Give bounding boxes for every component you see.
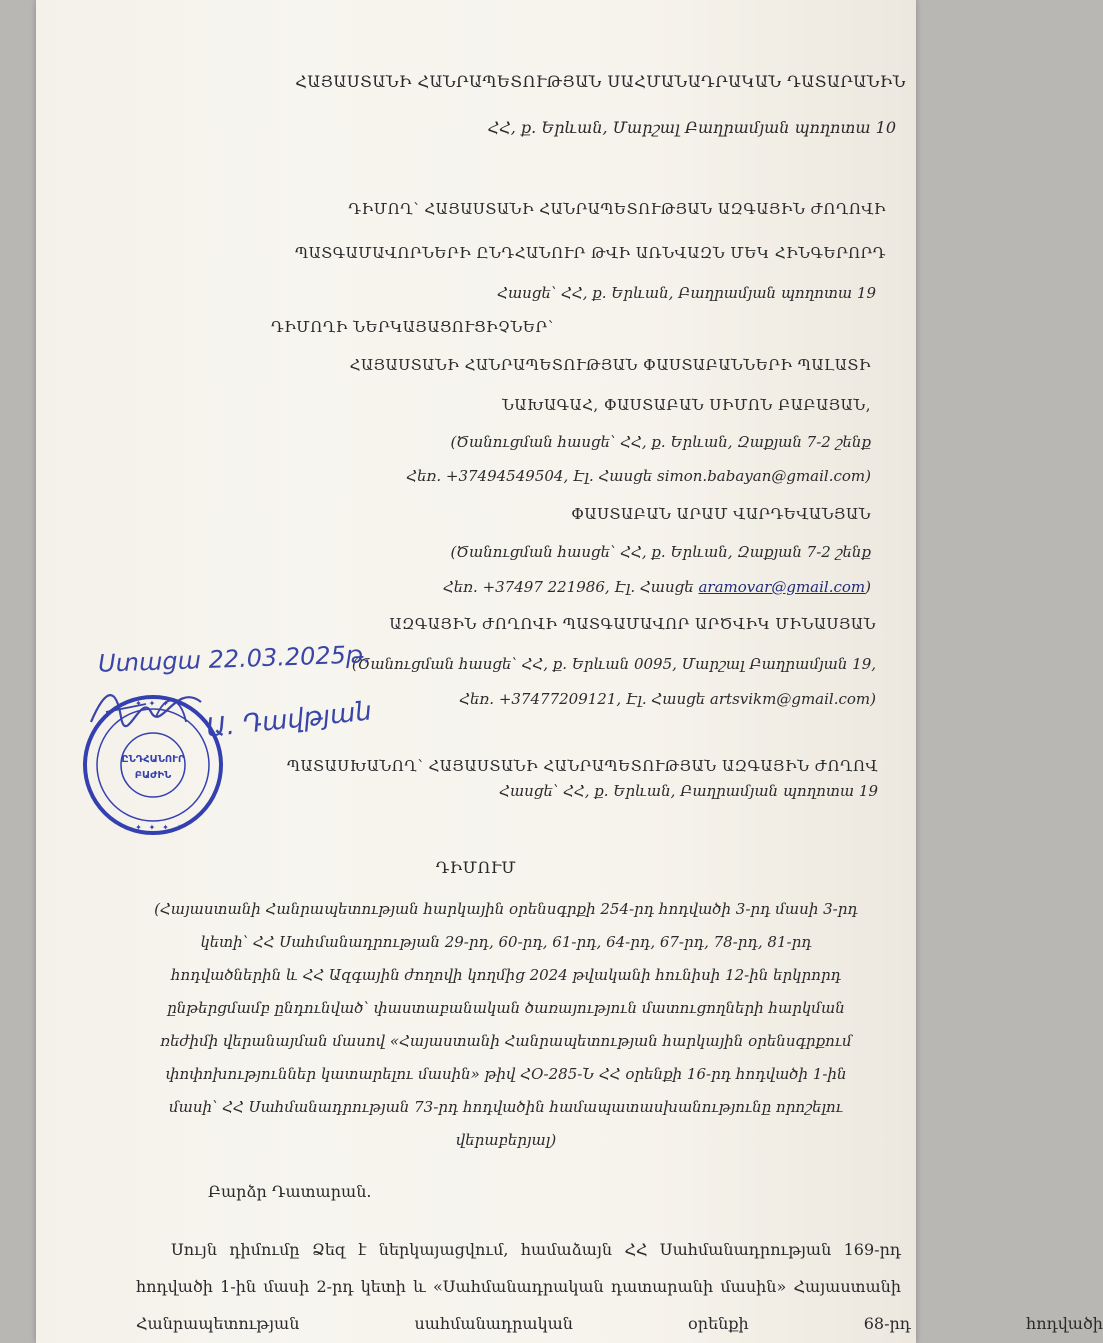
stamp-text-2: ԲԱԺԻՆ: [134, 770, 172, 781]
salutation: Բարձր Դատարան.: [208, 1182, 372, 1201]
handwritten-signature: Ա. Դավթյան: [204, 696, 374, 744]
applicant-address: Հասցե՝ ՀՀ, ք. Երևան, Բաղրամյան պողոտա 19: [497, 284, 876, 302]
subtitle-line: մասի՝ ՀՀ Սահմանադրության 73-րդ հոդվածին համապատասխանությունը որոշելու: [168, 1098, 844, 1116]
subtitle-line: ռեժիմի վերանայման մասով «Հայաստանի Հանրապետության հարկային օրենսգրքում: [160, 1032, 852, 1050]
rep2-name: ՓԱՍՏԱԲԱՆ ԱՐԱՄ ՎԱՐԴԵՎԱՆՅԱՆ: [571, 505, 871, 523]
rep2-email-link[interactable]: aramovar@gmail.com: [698, 578, 866, 596]
subtitle-line: հոդվածներին և ՀՀ Ազգային ժողովի կողմից 2024 թվականի հունիսի 12-ին երկրորդ: [170, 966, 842, 984]
respondent-address: Հասցե՝ ՀՀ, ք. Երևան, Բաղրամյան պողոտա 19: [499, 782, 878, 800]
court-address: ՀՀ, ք. Երևան, Մարշալ Բաղրամյան պողոտա 10: [487, 118, 896, 137]
subtitle-line: ընթերցմամբ ընդունված՝ փաստաբանական ծառայություն մատուցողների հարկման: [167, 999, 845, 1017]
subtitle-line: (Հայաստանի Հանրապետության հարկային օրենսգրքի 254-րդ հոդվածի 3-րդ մասի 3-րդ: [154, 900, 858, 918]
rep2-address: (Ծանուցման հասցե՝ ՀՀ, ք. Երևան, Զաքյան 7-2 շենք: [450, 543, 871, 561]
subtitle-line: փոփոխություններ կատարելու մասին» թիվ ՀՕ-285-Ն ՀՀ օրենքի 16-րդ հոդվածի 1-ին: [165, 1065, 847, 1083]
svg-text:✦ ✦ ✦ ✦ ✦: ✦ ✦ ✦ ✦ ✦: [121, 823, 185, 832]
document-page: [36, 0, 1103, 1343]
svg-text:✦ ✦ ✦ ✦ ✦: ✦ ✦ ✦ ✦ ✦: [121, 699, 185, 708]
rep3-contact: Հեռ. +37477209121, Էլ. Հասցե artsvikm@gmail.com): [459, 690, 876, 708]
rep1-name: ՆԱԽԱԳԱՀ, ՓԱՍՏԱԲԱՆ ՍԻՄՈՆ ԲԱԲԱՅԱՆ,: [501, 396, 871, 414]
rep2-contact-close: ): [865, 578, 871, 596]
official-stamp: [78, 690, 228, 840]
rep3-address: (Ծանուցման հասցե՝ ՀՀ, ք. Երևան 0095, Մարշալ Բաղրամյան 19,: [351, 655, 876, 673]
respondent: ՊԱՏԱՍԽԱՆՈՂ՝ ՀԱՅԱՍՏԱՆԻ ՀԱՆՐԱՊԵՏՈՒԹՅԱՆ ԱԶԳԱՅԻՆ ԺՈՂՈՎ: [286, 757, 878, 775]
stamp-text-1: ԸՆԴՀԱՆՈՒՐ: [121, 754, 185, 765]
applicant-line-2: ՊԱՏԳԱՄԱՎՈՐՆԵՐԻ ԸՆԴՀԱՆՈՒՐ ԹՎԻ ԱՌՆՎԱԶՆ ՄԵԿ ՀԻՆԳԵՐՈՐԴ: [294, 244, 886, 262]
paragraph-line: Հանրապետության սահմանադրական օրենքի 68-րդ հոդվածի: [136, 1314, 1103, 1333]
document-title: ԴԻՄՈՒՄ: [435, 858, 517, 877]
rep2-contact-text: Հեռ. +37497 221986, Էլ. Հասցե: [442, 578, 699, 596]
rep1-contact: Հեռ. +37494549504, Էլ. Հասցե simon.babayan@gmail.com): [406, 467, 871, 485]
rep2-contact: [36, 578, 871, 596]
court-header: ՀԱՅԱՍՏԱՆԻ ՀԱՆՐԱՊԵՏՈՒԹՅԱՆ ՍԱՀՄԱՆԱԴՐԱԿԱՆ ԴԱՏԱՐԱՆԻՆ: [295, 72, 906, 91]
applicant-line-1: ԴԻՄՈՂ՝ ՀԱՅԱՍՏԱՆԻ ՀԱՆՐԱՊԵՏՈՒԹՅԱՆ ԱԶԳԱՅԻՆ ԺՈՂՈՎԻ: [348, 200, 886, 218]
subtitle-line: վերաբերյալ): [455, 1131, 557, 1149]
rep3-name: ԱԶԳԱՅԻՆ ԺՈՂՈՎԻ ՊԱՏԳԱՄԱՎՈՐ ԱՐԾՎԻԿ ՄԻՆԱՍՅԱՆ: [389, 615, 876, 633]
representatives-label: ԴԻՄՈՂԻ ՆԵՐԿԱՅԱՑՈՒՑԻՉՆԵՐ՝: [271, 318, 554, 336]
paragraph-line: Սույն դիմումը Ձեզ է ներկայացվում, համաձայն ՀՀ Սահմանադրության 169-րդ: [171, 1240, 901, 1259]
subtitle-line: կետի՝ ՀՀ Սահմանադրության 29-րդ, 60-րդ, 61-րդ, 64-րդ, 67-րդ, 78-րդ, 81-րդ: [200, 933, 812, 951]
rep1-org: ՀԱՅԱՍՏԱՆԻ ՀԱՆՐԱՊԵՏՈՒԹՅԱՆ ՓԱՍՏԱԲԱՆՆԵՐԻ ՊԱԼԱՏԻ: [349, 356, 871, 374]
paragraph-line: հոդվածի 1-ին մասի 2-րդ կետի և «Սահմանադրական դատարանի մասին» Հայաստանի: [136, 1277, 901, 1296]
handwritten-received-date: Ստացա 22.03.2025թ.: [97, 640, 372, 678]
rep1-address: (Ծանուցման հասցե՝ ՀՀ, ք. Երևան, Զաքյան 7-2 շենք: [450, 433, 871, 451]
